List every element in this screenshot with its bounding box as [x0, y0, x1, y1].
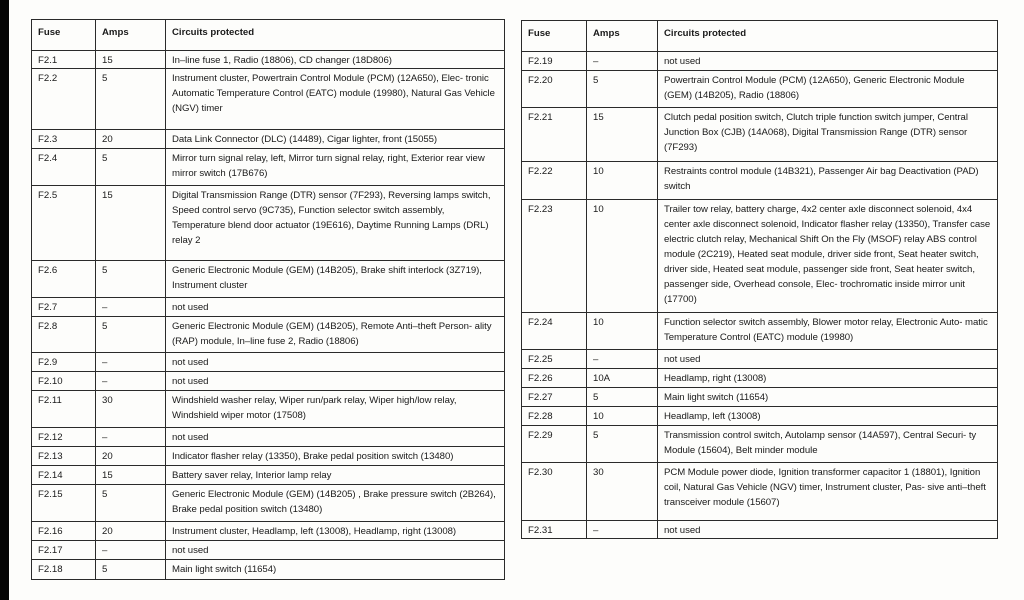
amps-cell: –	[587, 350, 658, 369]
fuse-cell: F2.30	[522, 463, 587, 521]
header-fuse: Fuse	[32, 20, 96, 51]
amps-cell: –	[587, 521, 658, 539]
circuits-cell: not used	[166, 428, 505, 447]
circuits-cell: Trailer tow relay, battery charge, 4x2 center axle disconnect solenoid, 4x4 center axle disconnect solenoid, Indicator flasher relay (13350), Transfer case electric clutch relay, Mechanical Shift On the Fly (MSOF) relay ABS control module (2C219), Heated seat module, driver side front, Seat heater switch, driver side, Heated seat module, passenger side front, Seat heater switch, passenger side, Overhead console, Elec- trochromatic inside mirror unit (17700)	[658, 200, 998, 313]
fuse-cell: F2.9	[32, 353, 96, 372]
amps-cell: 10	[587, 162, 658, 200]
circuits-cell: not used	[166, 541, 505, 560]
circuits-cell: Mirror turn signal relay, left, Mirror turn signal relay, right, Exterior rear view mirror switch (17B676)	[166, 149, 505, 186]
fuse-cell: F2.22	[522, 162, 587, 200]
amps-cell: 15	[96, 186, 166, 261]
header-amps: Amps	[587, 21, 658, 52]
amps-cell: –	[96, 428, 166, 447]
fuse-cell: F2.16	[32, 522, 96, 541]
amps-cell: 10	[587, 407, 658, 426]
table-row	[522, 350, 998, 369]
amps-cell: –	[587, 52, 658, 71]
circuits-cell: not used	[658, 350, 998, 369]
fuse-cell: F2.10	[32, 372, 96, 391]
fuse-cell: F2.27	[522, 388, 587, 407]
amps-cell: 5	[587, 71, 658, 108]
table-row	[32, 149, 505, 186]
table-row	[32, 317, 505, 353]
fuse-cell: F2.2	[32, 69, 96, 130]
circuits-cell: Function selector switch assembly, Blower motor relay, Electronic Auto- matic Temperature Control (EATC) module (19980)	[658, 313, 998, 350]
fuse-cell: F2.7	[32, 298, 96, 317]
amps-cell: –	[96, 372, 166, 391]
amps-cell: 10	[587, 313, 658, 350]
header-circuits: Circuits protected	[658, 21, 998, 52]
header-amps: Amps	[96, 20, 166, 51]
circuits-cell: not used	[658, 52, 998, 71]
circuits-cell: Indicator flasher relay (13350), Brake pedal position switch (13480)	[166, 447, 505, 466]
table-row	[32, 372, 505, 391]
fuse-cell: F2.15	[32, 485, 96, 522]
amps-cell: 30	[587, 463, 658, 521]
amps-cell: 5	[587, 388, 658, 407]
table-row	[32, 428, 505, 447]
table-row	[522, 71, 998, 108]
fuse-table-right	[521, 20, 998, 539]
circuits-cell: Main light switch (11654)	[658, 388, 998, 407]
circuits-cell: Headlamp, left (13008)	[658, 407, 998, 426]
circuits-cell: Battery saver relay, Interior lamp relay	[166, 466, 505, 485]
amps-cell: 15	[96, 51, 166, 69]
circuits-cell: Generic Electronic Module (GEM) (14B205), Remote Anti–theft Person- ality (RAP) module, In–line fuse 2, Radio (18806)	[166, 317, 505, 353]
amps-cell: 20	[96, 447, 166, 466]
table-row	[32, 353, 505, 372]
circuits-cell: Headlamp, right (13008)	[658, 369, 998, 388]
table-row	[32, 541, 505, 560]
table-row	[32, 69, 505, 130]
circuits-cell: Main light switch (11654)	[166, 560, 505, 580]
fuse-cell: F2.29	[522, 426, 587, 463]
fuse-cell: F2.6	[32, 261, 96, 298]
amps-cell: 5	[96, 317, 166, 353]
circuits-cell: not used	[166, 298, 505, 317]
amps-cell: –	[96, 298, 166, 317]
fuse-cell: F2.1	[32, 51, 96, 69]
fuse-cell: F2.18	[32, 560, 96, 580]
fuse-cell: F2.13	[32, 447, 96, 466]
table-row	[522, 369, 998, 388]
fuse-cell: F2.20	[522, 71, 587, 108]
fuse-cell: F2.14	[32, 466, 96, 485]
table-row	[522, 426, 998, 463]
left-edge-bar	[0, 0, 9, 600]
circuits-cell: In–line fuse 1, Radio (18806), CD changer (18D806)	[166, 51, 505, 69]
table-row	[32, 560, 505, 580]
table-row	[32, 51, 505, 69]
table-row	[32, 186, 505, 261]
amps-cell: 15	[587, 108, 658, 162]
circuits-cell: Instrument cluster, Headlamp, left (13008), Headlamp, right (13008)	[166, 522, 505, 541]
table-row	[522, 521, 998, 539]
circuits-cell: Windshield washer relay, Wiper run/park relay, Wiper high/low relay, Windshield wiper motor (17508)	[166, 391, 505, 428]
fuse-cell: F2.8	[32, 317, 96, 353]
amps-cell: 5	[96, 485, 166, 522]
circuits-cell: Clutch pedal position switch, Clutch triple function switch jumper, Central Junction Box (CJB) (14A068), Digital Transmission Range (DTR) sensor (7F293)	[658, 108, 998, 162]
amps-cell: 10A	[587, 369, 658, 388]
amps-cell: 20	[96, 522, 166, 541]
amps-cell: –	[96, 353, 166, 372]
table-row	[522, 52, 998, 71]
fuse-cell: F2.4	[32, 149, 96, 186]
amps-cell: 15	[96, 466, 166, 485]
circuits-cell: not used	[166, 353, 505, 372]
table-row	[32, 391, 505, 428]
circuits-cell: Powertrain Control Module (PCM) (12A650), Generic Electronic Module (GEM) (14B205), Radio (18806)	[658, 71, 998, 108]
fuse-cell: F2.21	[522, 108, 587, 162]
fuse-cell: F2.26	[522, 369, 587, 388]
header-fuse: Fuse	[522, 21, 587, 52]
table-row	[522, 162, 998, 200]
amps-cell: 5	[96, 560, 166, 580]
table-row	[522, 200, 998, 313]
table-row	[522, 463, 998, 521]
table-row	[32, 466, 505, 485]
fuse-cell: F2.31	[522, 521, 587, 539]
amps-cell: 5	[96, 149, 166, 186]
circuits-cell: Restraints control module (14B321), Passenger Air bag Deactivation (PAD) switch	[658, 162, 998, 200]
fuse-cell: F2.19	[522, 52, 587, 71]
circuits-cell: Instrument cluster, Powertrain Control Module (PCM) (12A650), Elec- tronic Automatic Temperature Control (EATC) module (19980), Natural Gas Vehicle (NGV) timer	[166, 69, 505, 130]
fuse-cell: F2.23	[522, 200, 587, 313]
fuse-cell: F2.25	[522, 350, 587, 369]
amps-cell: 5	[587, 426, 658, 463]
fuse-cell: F2.17	[32, 541, 96, 560]
fuse-cell: F2.24	[522, 313, 587, 350]
amps-cell: 5	[96, 69, 166, 130]
circuits-cell: not used	[166, 372, 505, 391]
fuse-cell: F2.11	[32, 391, 96, 428]
fuse-table-left	[31, 19, 505, 580]
amps-cell: –	[96, 541, 166, 560]
circuits-cell: not used	[658, 521, 998, 539]
table-row	[32, 447, 505, 466]
circuits-cell: Generic Electronic Module (GEM) (14B205), Brake shift interlock (3Z719), Instrument cluster	[166, 261, 505, 298]
amps-cell: 30	[96, 391, 166, 428]
circuits-cell: PCM Module power diode, Ignition transformer capacitor 1 (18801), Ignition coil, Natural Gas Vehicle (NGV) timer, Instrument cluster, Pas- sive anti–theft transceiver module (15607)	[658, 463, 998, 521]
fuse-cell: F2.5	[32, 186, 96, 261]
fuse-cell: F2.28	[522, 407, 587, 426]
amps-cell: 20	[96, 130, 166, 149]
circuits-cell: Generic Electronic Module (GEM) (14B205) , Brake pressure switch (2B264), Brake pedal position switch (13480)	[166, 485, 505, 522]
header-circuits: Circuits protected	[166, 20, 505, 51]
table-row	[32, 261, 505, 298]
table-row	[32, 522, 505, 541]
table-header-row	[522, 21, 998, 52]
table-row	[522, 313, 998, 350]
table-row	[522, 108, 998, 162]
circuits-cell: Digital Transmission Range (DTR) sensor (7F293), Reversing lamps switch, Speed control servo (9C735), Function selector switch assembly, Temperature blend door actuator (19E616), Daytime Running Lamps (DRL) relay 2	[166, 186, 505, 261]
circuits-cell: Data Link Connector (DLC) (14489), Cigar lighter, front (15055)	[166, 130, 505, 149]
table-row	[522, 407, 998, 426]
fuse-cell: F2.3	[32, 130, 96, 149]
amps-cell: 5	[96, 261, 166, 298]
table-row	[32, 298, 505, 317]
table-header-row	[32, 20, 505, 51]
fuse-cell: F2.12	[32, 428, 96, 447]
circuits-cell: Transmission control switch, Autolamp sensor (14A597), Central Securi- ty Module (15604), Belt minder module	[658, 426, 998, 463]
table-row	[522, 388, 998, 407]
table-row	[32, 130, 505, 149]
amps-cell: 10	[587, 200, 658, 313]
table-row	[32, 485, 505, 522]
